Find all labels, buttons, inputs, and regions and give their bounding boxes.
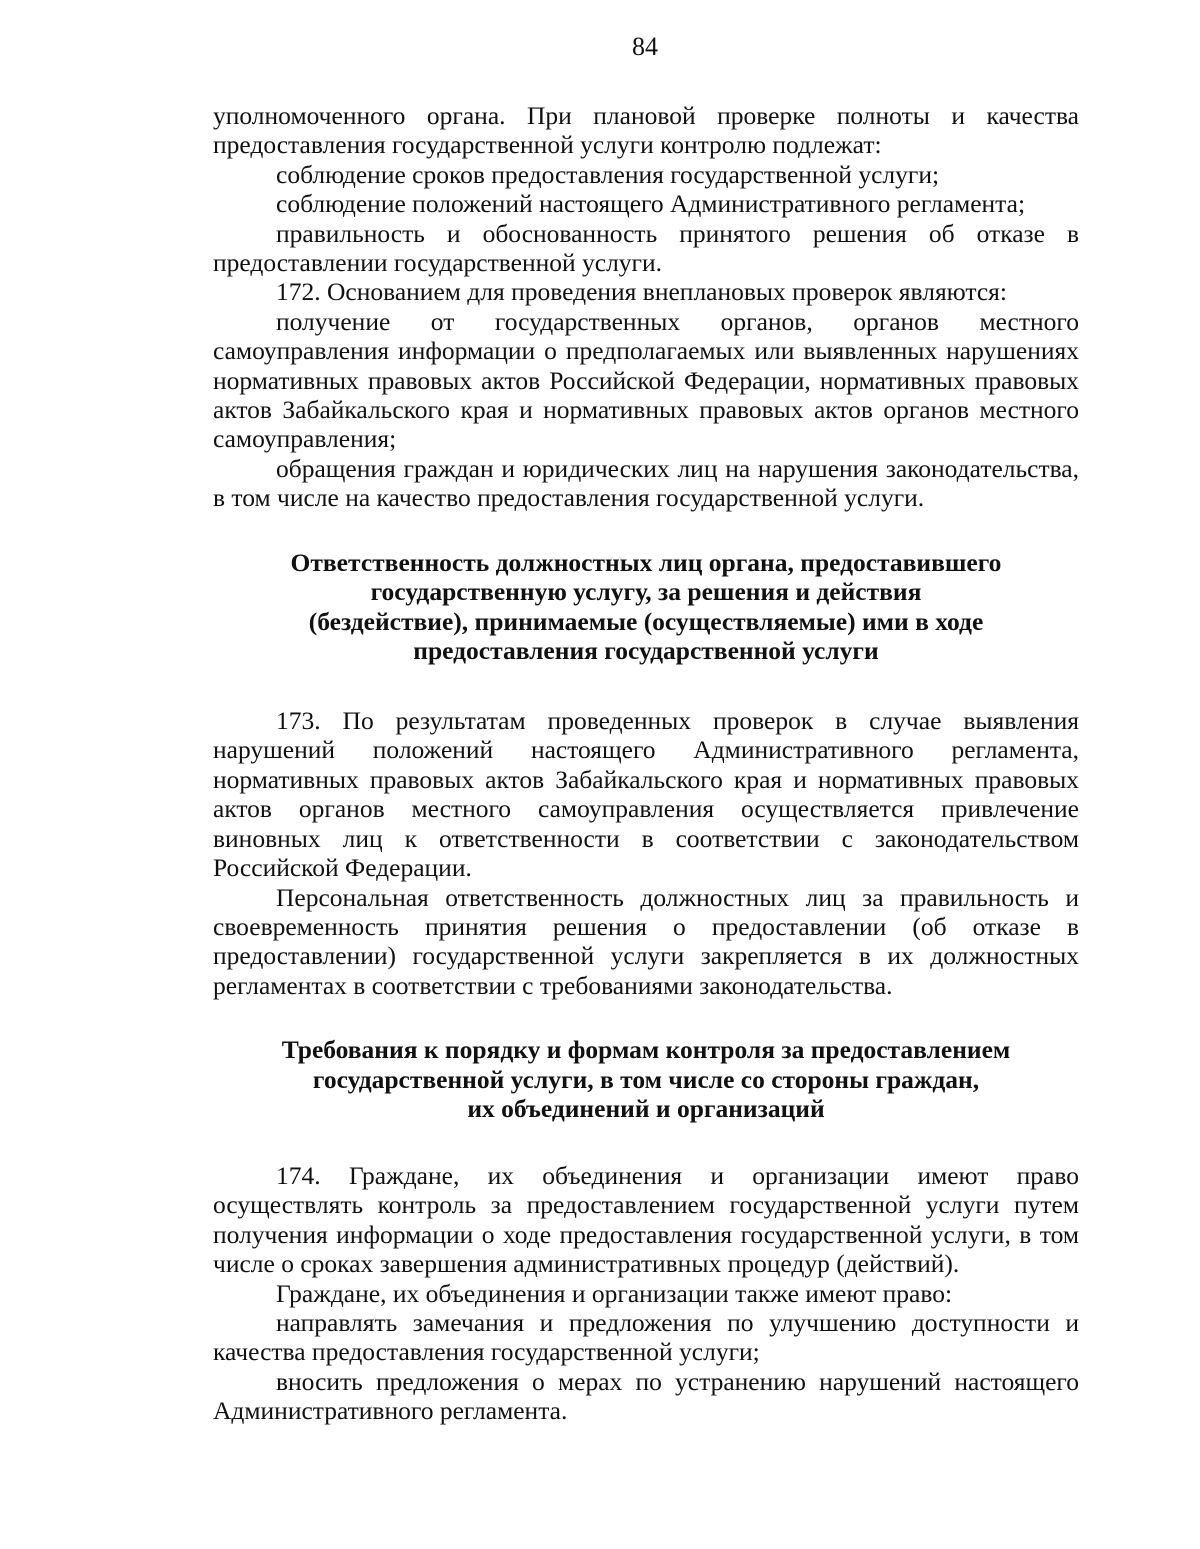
paragraph: Персональная ответственность должностных лиц за правильность и своевременность принятия решения о предоставлении (об отказе в предоставлении) государственной услуги закрепляется в их должностных регламентах в соответствии с требованиями законодательства. — [213, 882, 1079, 1000]
page-number: 84 — [632, 32, 658, 61]
paragraph: Граждане, их объединения и организации также имеют право: — [276, 1278, 953, 1308]
list-item: обращения граждан и юридических лиц на нарушения законодательства, в том числе на качество предоставления государственной услуги. — [213, 453, 1079, 513]
section-heading-control-requirements — [213, 1035, 1079, 1124]
heading-line: государственной услуги, в том числе со стороны граждан, — [312, 1064, 980, 1094]
list-item: вносить предложения о мерах по устранению нарушений настоящего Административного регламента. — [213, 1366, 1079, 1426]
heading-line: Требования к порядку и формам контроля за предоставлением — [281, 1035, 1011, 1065]
heading-line: государственную услугу, за решения и действия — [370, 577, 922, 607]
paragraph-174: 174. Граждане, их объединения и организации имеют право осуществлять контроль за предоставлением государственной услуги путем получения информации о ходе предоставления государственной услуги, в том числе о сроках завершения административных процедур (действий). — [213, 1160, 1079, 1279]
heading-line: Ответственность должностных лиц органа, предоставившего — [290, 547, 1002, 577]
paragraph-continuation: уполномоченного органа. При плановой проверке полноты и качества предоставления государственной услуги контролю подлежат: — [213, 101, 1079, 160]
list-item: правильность и обоснованность принятого решения об отказе в предоставлении государственной услуги. — [213, 218, 1079, 278]
document-body — [213, 101, 1079, 1426]
list-item: направлять замечания и предложения по улучшению доступности и качества предоставления государственной услуги; — [213, 1307, 1079, 1367]
heading-line: (бездействие), принимаемые (осуществляемые) ими в ходе — [308, 606, 984, 636]
section-heading-responsibility — [213, 548, 1079, 666]
list-item: соблюдение сроков предоставления государственной услуги; — [276, 159, 940, 189]
list-item: получение от государственных органов, органов местного самоуправления информации о предполагаемых или выявленных нарушениях нормативных правовых актов Российской Федерации, нормативных правовых актов Забайкальского края и нормативных правовых актов органов местного самоуправления; — [213, 306, 1079, 454]
list-item: соблюдение положений настоящего Административного регламента; — [276, 189, 1026, 219]
heading-line: предоставления государственной услуги — [413, 636, 879, 666]
heading-line: их объединений и организаций — [467, 1094, 825, 1124]
paragraph-172: 172. Основанием для проведения внеплановых проверок являются: — [276, 277, 1007, 307]
paragraph-173: 173. По результатам проведенных проверок в случае выявления нарушений положений настоящего Административного регламента, нормативных правовых актов Забайкальского края и нормативных правовых актов органов местного самоуправления осуществляется привлечение виновных лиц к ответственности в соответствии с законодательством Российской Федерации. — [213, 706, 1079, 883]
